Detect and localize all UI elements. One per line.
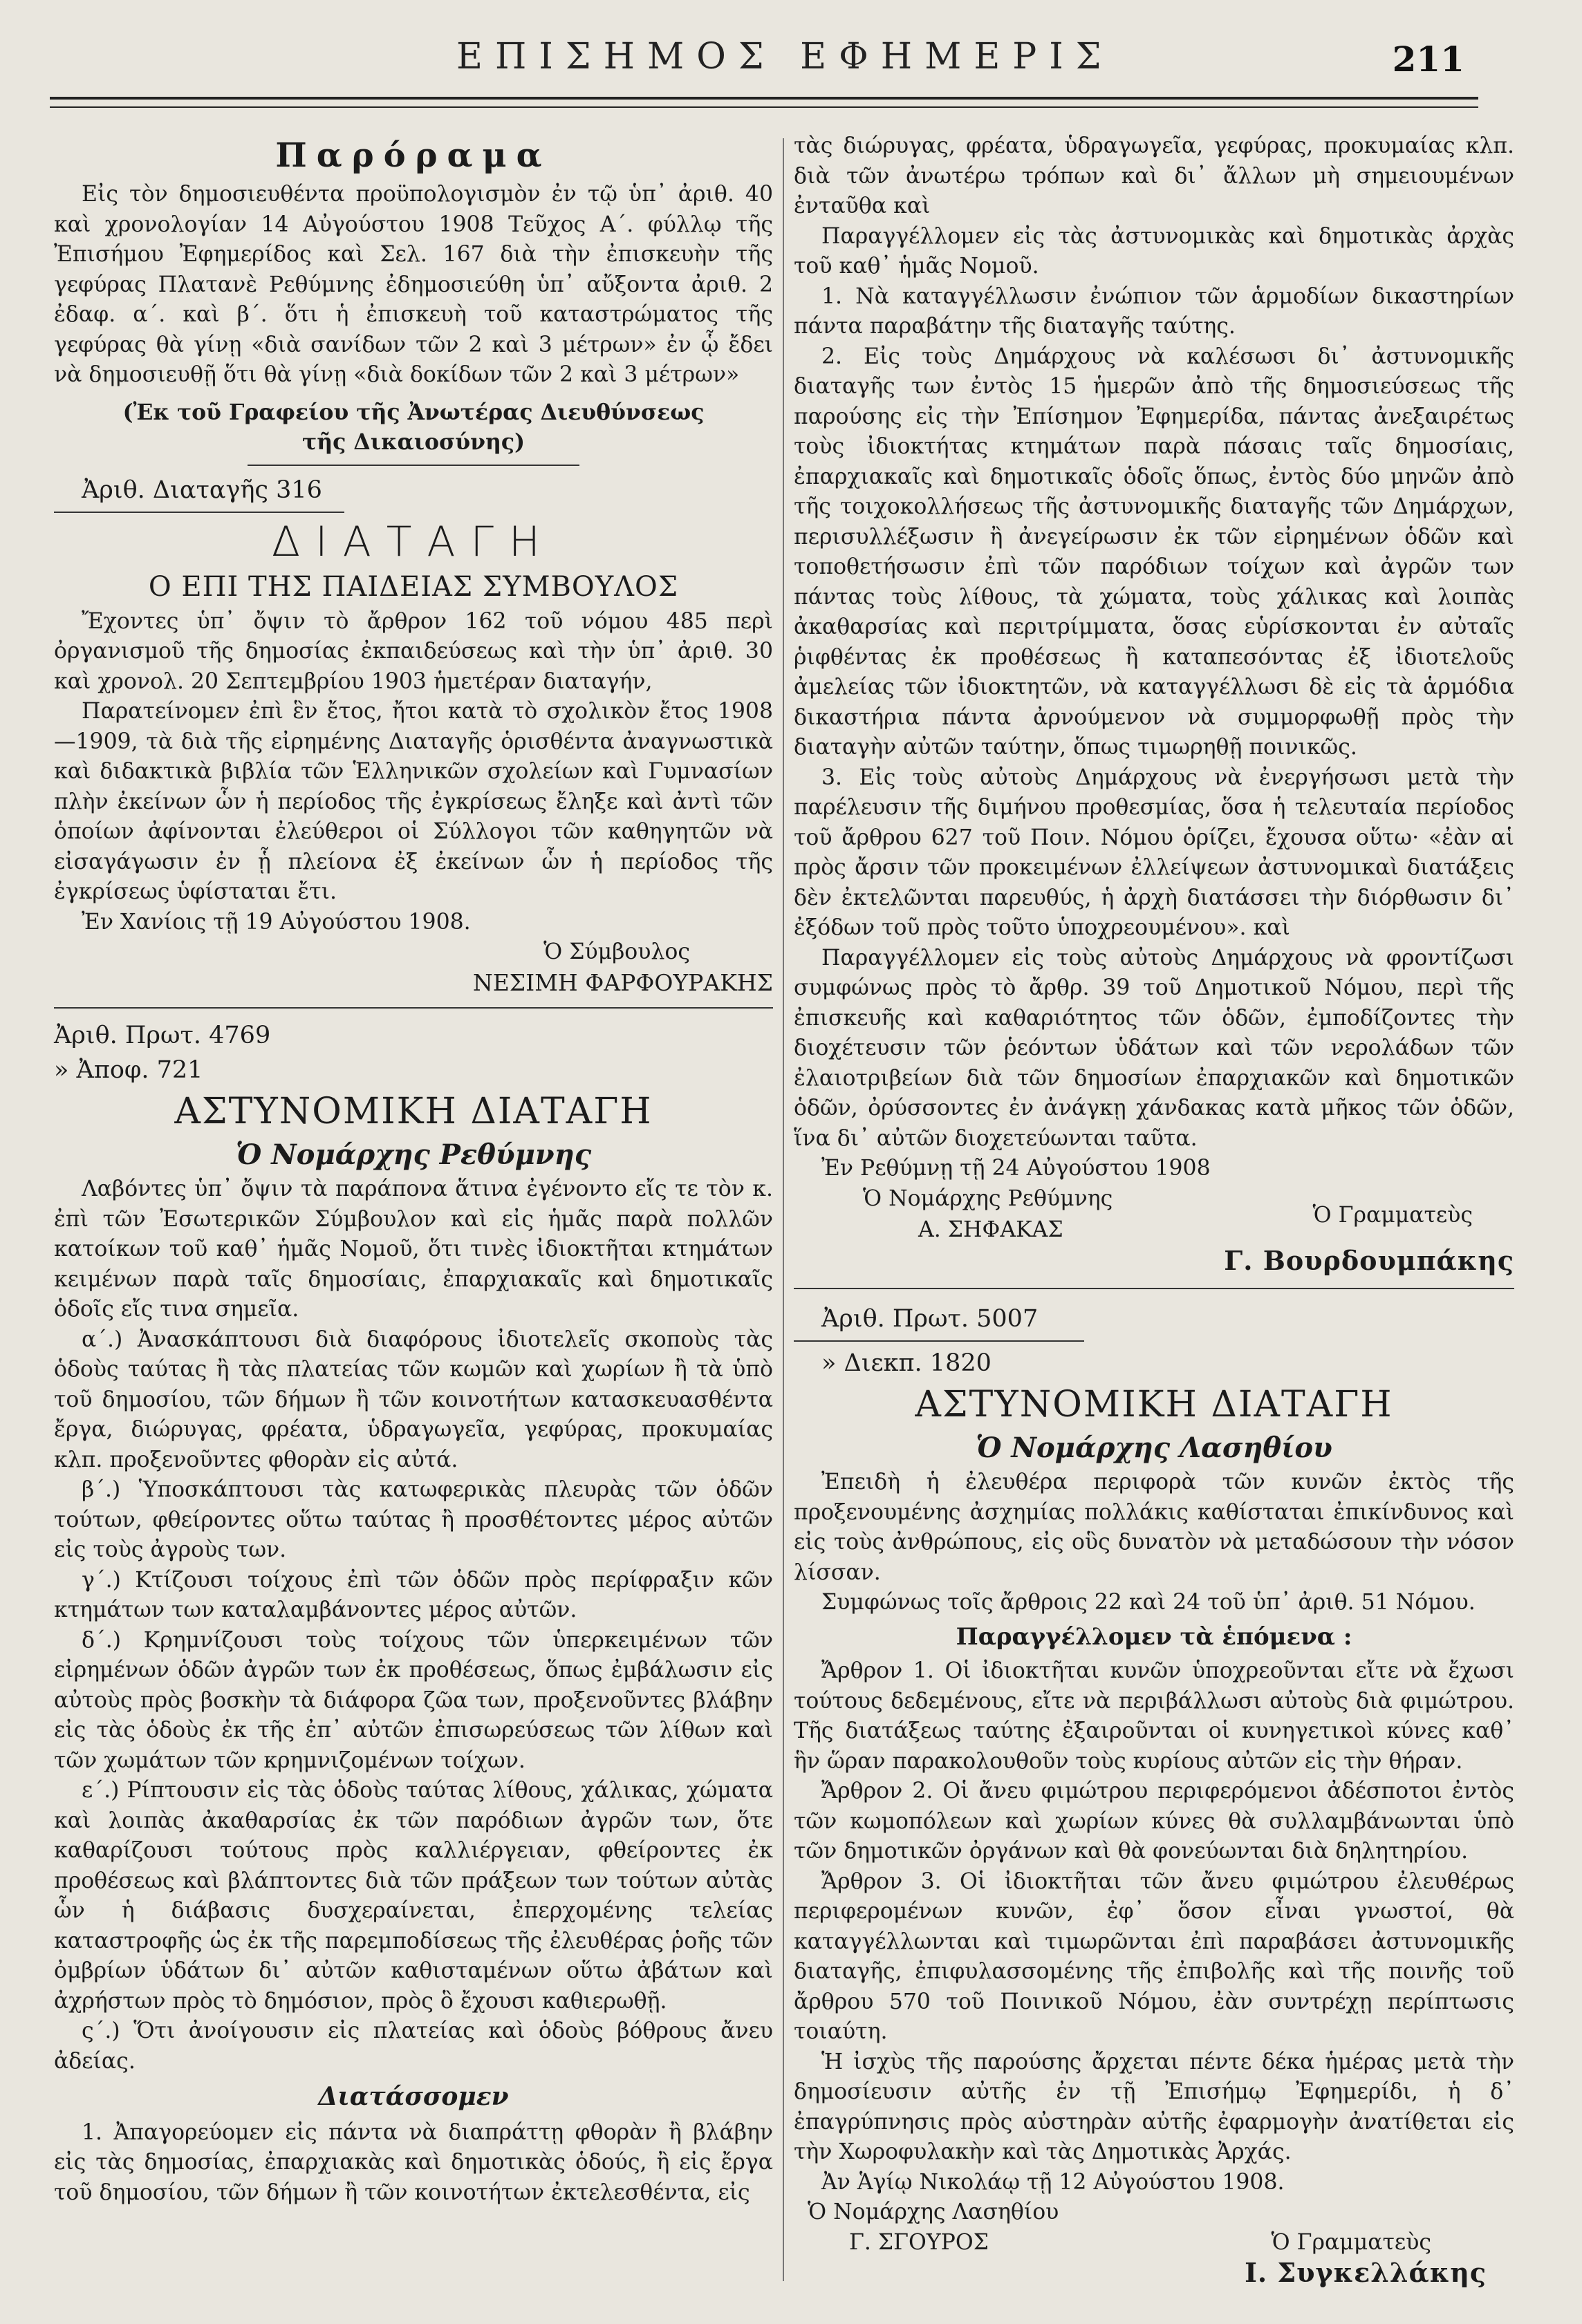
left-column (54, 131, 773, 2208)
order-paragraph-1: Ἔχοντες ὑπ᾽ ὄψιν τὸ ἄρθρον 162 τοῦ νόμου 485 περὶ ὀργανισμοῦ τῆς δημοσίας ἐκπαιδεύσεως καὶ τὴν ὑπ᾽ ἀριθ. 30 καὶ χρονολ. 20 Σεπτεμβρίου 1903 ἡμετέραν διαταγήν, (54, 608, 773, 694)
lasithi-prefect-name: Γ. ΣΓΟΥΡΟΣ (849, 2229, 989, 2255)
order-signature-name: ΝΕΣΙΜΗ ΦΑΡΦΟΥΡΑΚΗΣ (472, 968, 773, 996)
lasithi-prefect-heading: Ὁ Νομάρχης Λασηθίου (976, 1432, 1332, 1464)
column-divider (783, 138, 784, 2281)
lasithi-article-1: Ἄρθρον 1. Οἱ ἰδιοκτῆται κυνῶν ὑποχρεοῦνται εἴτε νὰ ἔχωσι τούτους δεδεμένους, εἴτε νὰ περιβάλλωσι αὐτοὺς διὰ φιμώτρου. Τῆς διατάξεως ταύτης ἐξαιροῦνται οἱ κυνηγετικοὶ κύνες καθ᾽ ἣν ὥραν παρακολουθοῦν τοὺς κυρίους αὐτῶν εἰς τὴν θήραν. (794, 1658, 1514, 1774)
order-signature-role: Ὁ Σύμβουλος (543, 939, 690, 964)
instruction-additional: Παραγγέλλομεν εἰς τοὺς αὐτοὺς Δημάρχους νὰ φροντίζωσι συμφώνως πρὸς τὸ ἄρθρ. 39 τοῦ Δημοτικοῦ Νόμου, περὶ τῆς ἐπισκευῆς καὶ καθαριότητος τῶν ὁδῶν, ἐμποδίζοντες τὴν διοχέτευσιν τῶν ῥεόντων ὑδάτων καὶ τῶν νερολάδων τῶν ἐλαιοτριβείων διὰ τῶν δημοσίων ἐπαρχιακῶν καὶ δημοτικῶν ὁδῶν, ὀρύσσοντες ἐν ἀνάγκῃ χάνδακας κατὰ μῆκος τῶν ὁδῶν, ἵνα δι᾽ αὐτῶν διοχετεύωνται ταῦτα. (794, 945, 1514, 1151)
prefect-heading: Ὁ Νομάρχης Ρεθύμνης (235, 1138, 592, 1171)
decision-number: » Ἀποφ. 721 (54, 1056, 203, 1084)
lasithi-paragraph-3: Ἡ ἰσχὺς τῆς παρούσης ἄρχεται πέντε δέκα ἡμέρας μετὰ τὴν δημοσίευσιν αὐτῆς ἐν τῇ Ἐπισήμῳ Ἐφημερίδι, ἡ δ᾽ ἐπαγρύπνησις πρὸς αὐστηρὰν αὐτῆς ἐφαρμογὴν ἀνατίθεται εἰς τὴν Χωροφυλακὴν καὶ τὰς Δημοτικὰς Ἀρχάς. (794, 2049, 1514, 2164)
instruction-item-3: 3. Εἰς τοὺς αὐτοὺς Δημάρχους νὰ ἐνεργήσωσι μετὰ τὴν παρέλευσιν τῆς διμήνου προθεσμίας, ὅσα ἡ τελευταία περίοδος τοῦ ἄρθρου 627 τοῦ Ποιν. Νόμου ὁρίζει, ἔχουσα οὕτω· «ἐὰν αἱ πρὸς ἄρσιν τῶν προκειμένων ἐλλείψεων ἀστυνομικαὶ διατάξεις δὲν ἐκτελῶνται παρευθύς, ἡ ἀρχὴ διατάσσει τὴν διόρθωσιν δι᾽ ἐξόδων τοῦ πρὸς τοῦτο ὑποχρεουμένου». καὶ (794, 765, 1514, 940)
erratum-source-line-2: τῆς Δικαιοσύνης) (302, 429, 525, 455)
order-title: ΔΙΑΤΑΓΗ (271, 517, 556, 566)
section-rule (794, 1340, 1084, 1342)
police-order-rethymno-continued (794, 131, 1514, 1289)
prefect-role: Ὁ Νομάρχης Ρεθύμνης (863, 1186, 1113, 1211)
order-number: Ἀριθ. Διαταγῆς 316 (82, 476, 322, 504)
instruction-intro: Παραγγέλλομεν εἰς τὰς ἀστυνομικὰς καὶ δημοτικὰς ἀρχὰς τοῦ καθ᾽ ἡμᾶς Νομοῦ. (794, 223, 1514, 279)
instruction-item-2: 2. Εἰς τοὺς Δημάρχους νὰ καλέσωσι δι᾽ ἀστυνομικῆς διαταγῆς των ἐντὸς 15 ἡμερῶν ἀπὸ τῆς δημοσιεύσεως τῆς παρούσης εἰς τὴν Ἐπίσημον Ἐφημερίδα, πάντας ἀνεξαιρέτως τοὺς ἰδιοκτήτας κτημάτων παρὰ πάσαις ταῖς δημοσίαις, ἐπαρχιακαῖς καὶ δημοτικαῖς ὁδοῖς ὅπως, ἐντὸς δύο μηνῶν ἀπὸ τῆς τοιχοκολλήσεως τῆς ἀστυνομικῆς διαταγῆς τῶν Δημάρχων, περισυλλέξωσιν ἢ ἀνεγείρωσιν ἐκ τῶν εἰρημένων ὁδῶν καὶ τοποθετήσωσιν ἐπὶ τῶν παρόδιων τοίχων καὶ ἀγρῶν των πάντας τοὺς λίθους, τὰ χώματα, τοὺς χάλικας καὶ λοιπὰς ἀκαθαρσίας καὶ περιτρίμματα, ὅσας εὑρίσκονται ἐν αὐταῖς ῥιφθέντας ἐκ προθέσεως ἢ καταπεσόντας ἐξ ἰδιοτελοῦς ἀμελείας τῶν ἰδιοκτητῶν, νὰ καταγγέλλωσι δὲ εἰς τὰ ἁρμόδια δικαστήρια πάντα ἀρνούμενον νὰ συμμορφωθῇ πρὸς τὴν διαταγὴν αὐτῶν ταύτην, ὅπως τιμωρηθῇ ποινικῶς. (794, 344, 1514, 760)
clause-a: α΄.) Ἀνασκάπτουσι διὰ διαφόρους ἰδιοτελεῖς σκοποὺς τὰς ὁδοὺς ταύτας ἢ τὰς πλατείας τῶν κωμῶν καὶ χωρίων ἢ τὰ ὑπὸ τοῦ δημοσίου, τῶν δήμων ἢ τῶν κοινοτήτων κατασκευασθέντα ἔργα, διώρυγας, φρέατα, ὑδραγωγεῖα, γεφύρας, προκυμαίας κλπ. προξενοῦντες φθορὰν εἰς αὐτά. (54, 1327, 773, 1472)
decree-item-1: 1. Ἀπαγορεύομεν εἰς πάντα νὰ διαπράττῃ φθορὰν ἢ βλάβην εἰς τὰς δημοσίας, ἐπαρχιακὰς καὶ δημοτικὰς ὁδούς, ἢ εἰς ἔργα τοῦ δημοσίου, τῶν δήμων ἢ τῶν κοινοτήτων ἐκτελεσθέντα, εἰς (54, 2119, 773, 2205)
lasithi-secretary-name: Ι. Συγκελλάκης (1245, 2257, 1487, 2288)
police-order-lasithi-section (794, 1302, 1514, 2288)
order-paragraph-2: Παρατείνομεν ἐπὶ ἓν ἔτος, ἤτοι κατὰ τὸ σχολικὸν ἔτος 1908—1909, τὰ διὰ τῆς εἰρημένης Διαταγῆς ὁρισθέντα ἀναγνωστικὰ καὶ διδακτικὰ βιβλία τῶν Ἑλληνικῶν σχολείων καὶ Γυμνασίων πλὴν ἐκείνων ὧν ἡ περίοδος τῆς ἐγκρίσεως ἔληξε καὶ ἀντὶ τῶν ὁποίων ἀφίνονται ἐλεύθεροι οἱ Σύλλογοι τῶν καθηγητῶν νὰ εἰσαγάγωσιν ἐν ᾗ πλείονα ἐξ ἐκείνων ὧν ἡ περίοδος τῆς ἐγκρίσεως ὑφίσταται ἔτι. (54, 699, 773, 904)
section-rule (248, 465, 579, 466)
order-316-section (54, 473, 773, 1009)
clause-d: δ΄.) Κρημνίζουσι τοὺς τοίχους τῶν ὑπερκειμένων τῶν εἰρημένων ὁδῶν ἀγρῶν των ἐκ προθέσεως, ὅπως ἐμβάλωσιν εἰς αὐτοὺς πρὸς βοσκὴν τὰ διάφορα ζῶα των, προξενοῦντες βλάβην εἰς τὰς ὁδοὺς ἐκ τῆς ἐπ᾽ αὐτῶν ἐπισωρεύσεως τῶν λίθων καὶ τῶν χωμάτων τῶν κρημνιζομένων τοίχων. (54, 1627, 773, 1773)
clause-c: γ΄.) Κτίζουσι τοίχους ἐπὶ τῶν ὁδῶν πρὸς περίφραξιν κῶν κτημάτων των καταλαμβάνοντες μέρος αὐτῶν. (54, 1567, 773, 1622)
rethymno-place-date: Ἐν Ρεθύμνῃ τῇ 24 Αὐγούστου 1908 (821, 1156, 1211, 1181)
secretary-role: Ὁ Γραμματεὺς (1312, 1202, 1473, 1228)
erratum-section (54, 131, 773, 466)
decree-heading: Διατάσσομεν (318, 2082, 509, 2111)
continuation-text: τὰς διώρυγας, φρέατα, ὑδραγωγεῖα, γεφύρας, προκυμαίας κλπ. διὰ τῶν ἀνωτέρω τρόπων καὶ δι᾽ ἄλλων μὴ σημειουμένων ἐνταῦθα καὶ (794, 133, 1514, 218)
clause-f: ς΄.) Ὅτι ἀνοίγουσιν εἰς πλατείας καὶ ὁδοὺς βόθρους ἄνευ ἀδείας. (54, 2018, 773, 2074)
lasithi-dispatch-number: » Διεκπ. 1820 (821, 1349, 992, 1377)
erratum-body: Εἰς τὸν δημοσιευθέντα προϋπολογισμὸν ἐν τῷ ὑπ᾽ ἀριθ. 40 καὶ χρονολογίαν 14 Αὐγούστου 1908 Τεῦχος Α΄. φύλλῳ τῆς Ἐπισήμου Ἐφημερίδος καὶ Σελ. 167 διὰ τὴν ἐπισκευὴν τῆς γεφύρας Πλατανὲ Ρεθύμνης ἐδημοσιεύθη ὑπ᾽ αὔξοντα ἀριθ. 2 ἐδαφ. α΄. καὶ β΄. ὅτι ἡ ἐπισκευὴ τοῦ καταστρώματος τῆς γεφύρας θὰ γίνῃ «διὰ σανίδων τῶν 2 καὶ 3 μέτρων» ἐν ᾧ ἔδει νὰ δημοσιευθῇ ὅτι θὰ γίνῃ «διὰ δοκίδων τῶν 2 καὶ 3 μέτρων» (54, 182, 773, 387)
running-head (0, 19, 1582, 102)
clause-e: ε΄.) Ρίπτουσιν εἰς τὰς ὁδοὺς ταύτας λίθους, χάλικας, χώματα καὶ λοιπὰς ἀκαθαρσίας ἐκ τῶν παρόδιων ἀγρῶν των, ὅτε καθαρίζουσι τούτους πρὸς καλλιέργειαν, φθείροντες ἐκ προθέσεως καὶ βλάπτοντες διὰ τῶν πράξεων των τούτων αὐτὰς ὧν ἡ διάβασις δυσχεραίνεται, ἐπερχομένης τελείας καταστροφῆς ὡς ἐκ τῆς παρεμποδίσεως τῆς ἐλευθέρας ῥοῆς τῶν ὀμβρίων ὑδάτων δι᾽ αὐτῶν καθισταμένων οὕτω ἀβάτων καὶ ἀχρήστων πρὸς τὸ δημόσιον, πρὸς ὃ ἔχουσι καθιερωθῇ. (54, 1778, 773, 2014)
lasithi-secretary-role: Ὁ Γραμματεὺς (1271, 2229, 1431, 2255)
lasithi-paragraph-1: Ἐπειδὴ ἡ ἐλευθέρα περιφορὰ τῶν κυνῶν ἐκτὸς τῆς προξενουμένης ἀσχημίας πολλάκις καθίσταται ἐπικίνδυνος καὶ εἰς τοὺς ἀνθρώπους, εἰς οὓς δυνατὸν νὰ μεταδώσουν τὴν νόσον λίσσαν. (794, 1470, 1514, 1585)
lasithi-heading: Παραγγέλλομεν τὰ ἑπόμενα : (956, 1622, 1352, 1651)
header-rule (50, 97, 1478, 108)
clause-b: β΄.) Ὑποσκάπτουσι τὰς κατωφερικὰς πλευρὰς τῶν ὁδῶν τούτων, φθείροντες οὕτω ταύτας ἢ προσθέτοντες μέρος αὐτῶν εἰς τοὺς ἀγροὺς των. (54, 1477, 773, 1562)
lasithi-article-3: Ἄρθρον 3. Οἱ ἰδιοκτῆται τῶν ἄνευ φιμώτρου ἐλευθέρως περιφερομένων κυνῶν, ἐφ᾽ ὅσον εἶναι γνωστοί, θὰ καταγγέλλωνται καὶ τιμωρῶνται ἐπὶ παραβάσει ἀστυνομικῆς διαταγῆς, ἐπιφυλασσομένης τῆς ἐπιβολῆς καὶ τῆς ποινῆς τοῦ ἄρθρου 570 τοῦ Ποινικοῦ Νόμου, ἐὰν συντρέχῃ περίπτωσις τοιαύτη. (794, 1868, 1514, 2044)
journal-title: ΕΠΙΣΗΜΟΣ ΕΦΗΜΕΡΙΣ (456, 36, 1114, 77)
instruction-item-1: 1. Νὰ καταγγέλλωσιν ἐνώπιον τῶν ἁρμοδίων δικαστηρίων πάντα παραβάτην τῆς διαταγῆς ταύτης. (794, 283, 1514, 339)
protocol-number: Ἀριθ. Πρωτ. 4769 (54, 1022, 271, 1049)
secretary-name: Γ. Βουρδουμπάκης (1224, 1244, 1514, 1276)
lasithi-place-date: Ἀν Ἁγίῳ Νικολάῳ τῇ 12 Αὐγούστου 1908. (821, 2169, 1285, 2195)
police-order-title: ΑΣΤΥΝΟΜΙΚΗ ΔΙΑΤΑΓΗ (174, 1091, 653, 1132)
order-place-date: Ἐν Χανίοις τῇ 19 Αὐγούστου 1908. (82, 909, 471, 935)
prefect-name: Α. ΣΗΦΑΚΑΣ (918, 1217, 1063, 1242)
section-rule (794, 1288, 1514, 1289)
erratum-source-line-1: (Ἐκ τοῦ Γραφείου τῆς Ἀνωτέρας Διευθύνσεως (122, 399, 705, 425)
section-rule (54, 512, 344, 513)
order-subtitle: Ο ΕΠΙ ΤΗΣ ΠΑΙΔΕΙΑΣ ΣΥΜΒΟΥΛΟΣ (148, 570, 679, 603)
right-column (794, 131, 1514, 2288)
lasithi-paragraph-2: Συμφώνως τοῖς ἄρθροις 22 καὶ 24 τοῦ ὑπ᾽ ἀριθ. 51 Νόμου. (821, 1590, 1476, 1615)
lasithi-protocol-number: Ἀριθ. Πρωτ. 5007 (821, 1305, 1039, 1333)
lasithi-prefect-role: Ὁ Νομάρχης Λασηθίου (808, 2200, 1059, 2224)
police-order-rethymno-section (54, 1018, 773, 2208)
section-rule (54, 1007, 773, 1009)
page-number: 211 (1392, 39, 1464, 79)
lasithi-article-2: Ἄρθρον 2. Οἱ ἄνευ φιμώτρου περιφερόμενοι ἀδέσποτοι ἐντὸς τῶν κωμοπόλεων καὶ χωρίων κύνες θὰ συλλαμβάνωνται ὑπὸ τῶν δημοτικῶν ὀργάνων καὶ θὰ φονεύωνται διὰ δηλητηρίου. (794, 1779, 1514, 1864)
erratum-title: Παρόραμα (275, 136, 552, 175)
lasithi-order-title: ΑΣΤΥΝΟΜΙΚΗ ΔΙΑΤΑΓΗ (915, 1384, 1393, 1425)
police-order-intro: Λαβόντες ὑπ᾽ ὄψιν τὰ παράπονα ἅτινα ἐγένοντο εἴς τε τὸν κ. ἐπὶ τῶν Ἐσωτερικῶν Σύμβουλον καὶ εἰς ἡμᾶς παρὰ πολλῶν κατοίκων τοῦ καθ᾽ ἡμᾶς Νομοῦ, ὅτι τινὲς ἰδιοκτῆται κτημάτων κειμένων παρὰ ταῖς δημοσίαις, ἐπαρχιακαῖς καὶ δημοτικαῖς ὁδοῖς εἴς τινα σημεῖα. (54, 1177, 773, 1322)
lasithi-signature-row (794, 2228, 1514, 2258)
